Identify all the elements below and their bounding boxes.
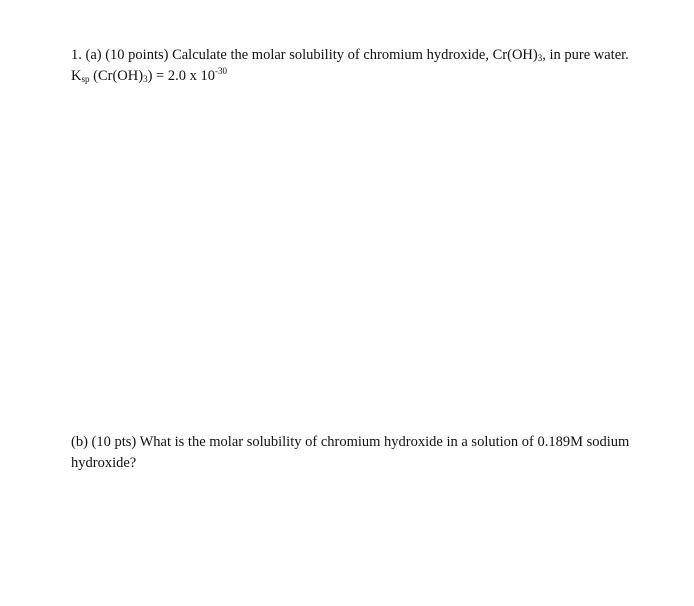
ksp-species: (Cr(OH) xyxy=(89,68,144,84)
question-a xyxy=(71,45,661,87)
ksp-exponent: -30 xyxy=(214,66,227,76)
ksp-subscript: sp xyxy=(81,74,90,84)
question-b-prompt: (b) (10 pts) What is the molar solubility of chromium hydroxide in a solution of 0.189M sodium hydroxide? xyxy=(71,434,630,471)
question-a-prompt-text: 1. (a) (10 points) Calculate the molar solubility of chromium hydroxide, Cr(OH) xyxy=(71,47,538,63)
question-a-prompt-end: , in pure water. xyxy=(542,47,629,63)
question-b xyxy=(71,432,641,474)
question-a-prompt xyxy=(71,45,661,66)
ksp-species-subscript: 3 xyxy=(143,74,148,84)
hydroxide-subscript: 3 xyxy=(537,53,543,63)
ksp-symbol: K xyxy=(71,68,82,84)
ksp-value: ) = 2.0 x 10 xyxy=(147,68,215,84)
ksp-expression xyxy=(71,66,661,87)
